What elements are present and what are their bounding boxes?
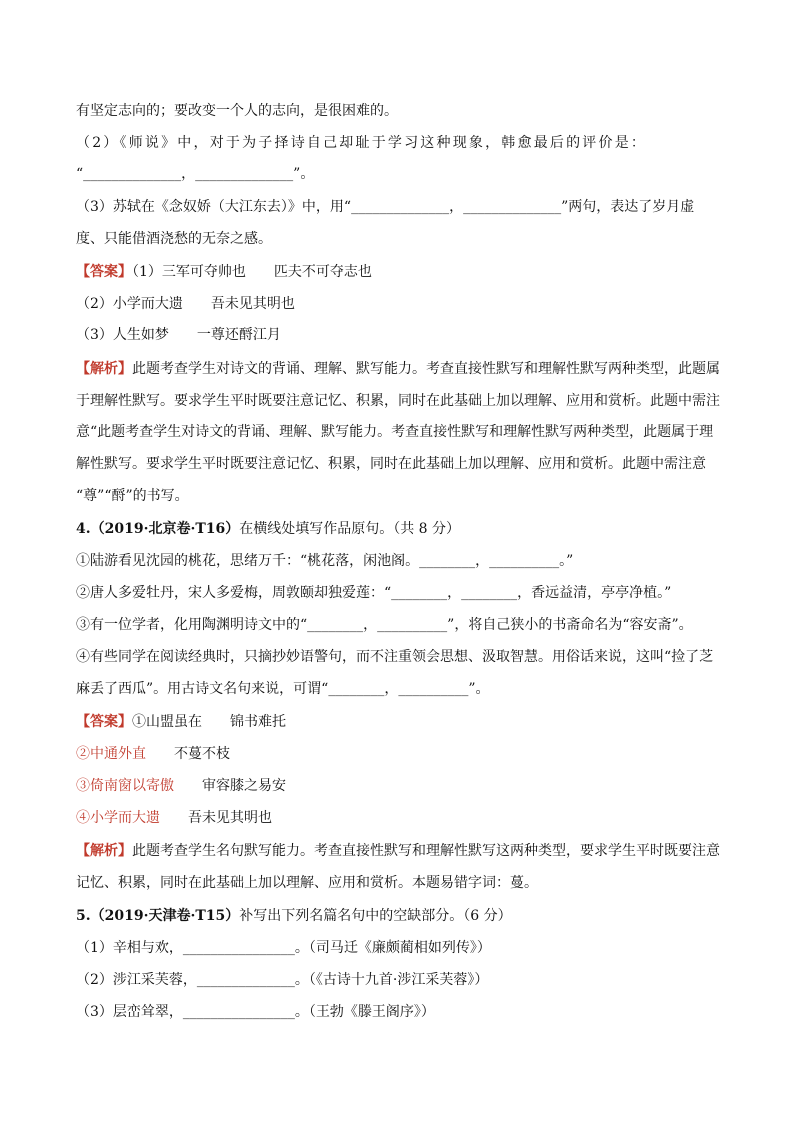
answer-text: （2）小学而大遗 [76, 296, 183, 312]
question-text: 度、只能借酒浇愁的无奈之感。 [76, 231, 272, 247]
answer-text: 匹夫不可夺志也 [273, 264, 372, 280]
answer-text: ④小学而大遗 [76, 810, 160, 826]
analysis-line [76, 359, 720, 379]
text-line [76, 583, 671, 603]
text-line [76, 647, 713, 667]
answer-text: 锦书难托 [230, 714, 286, 730]
question-item: ②唐人多爱牡丹，宋人多爱梅，周敦颐却独爱莲：“________，________，香远益清，亭亭净植。” [76, 585, 672, 601]
analysis-text: 于理解性默写。要求学生平时既要注意记忆、积累，同时在此基础上加以理解、应用和赏析。此题中需注 [76, 393, 720, 409]
answer-line [76, 294, 295, 314]
analysis-tag: 【解析】 [76, 361, 132, 377]
paragraph-text: 有坚定志向的；要改变一个人的志向，是很困难的。 [76, 103, 398, 119]
text-line [76, 229, 272, 249]
analysis-text: 记忆、积累，同时在此基础上加以理解、应用和赏析。本题易错字词：蔓。 [76, 875, 538, 891]
text-line [76, 551, 573, 571]
text-line [76, 101, 398, 121]
text-line [76, 164, 314, 184]
analysis-tag: 【解析】 [76, 843, 132, 859]
question-item: ④有些同学在阅读经典时，只摘抄妙语警句，而不注重领会思想、汲取智慧。用俗话来说，这叫“捡了芝 [76, 649, 714, 665]
question-item: （1）辛相与欢，________________。（司马迁《廉颇蔺相如列传》） [76, 940, 491, 956]
answer-text: 吾未见其明也 [210, 296, 295, 312]
text-line [76, 970, 488, 990]
analysis-line [76, 841, 720, 861]
analysis-line [76, 422, 713, 442]
answer-line [76, 262, 372, 282]
answer-text: （1）三军可夺帅也 [132, 264, 246, 280]
analysis-text: 此题考查学生对诗文的背诵、理解、默写能力。考查直接性默写和理解性默写两种类型，此题属 [132, 361, 720, 377]
question-text: 补写出下列名篇名句中的空缺部分。（6 分） [239, 908, 512, 924]
answer-text: 一尊还酹江月 [196, 327, 281, 343]
text-line [76, 679, 489, 699]
question-item: （2）涉江采芙蓉，______________。（《古诗十九首·涉江采芙蓉》） [76, 972, 489, 988]
answer-text: 不蔓不枝 [174, 746, 230, 762]
answer-line [76, 744, 230, 764]
analysis-line [76, 391, 720, 411]
analysis-line [76, 873, 538, 893]
analysis-text: 意“此题考查学生对诗文的背诵、理解、默写能力。考查直接性默写和理解性默写两种类型，此题属于理 [76, 424, 714, 440]
question-number: 4.（2019·北京卷·T16） [76, 521, 240, 537]
question-number: 5.（2019·天津卷·T15） [76, 908, 240, 924]
text-line [76, 1002, 435, 1022]
question-text: （3）苏轼在《念奴娇（大江东去）》中，用“______________，______________”两句，表达了岁月虚 [76, 199, 695, 215]
answer-text: ①山盟虽在 [132, 714, 202, 730]
answer-line [76, 712, 286, 732]
question-item: ③有一位学者，化用陶渊明诗文中的“________，__________”，将自己狭小的书斋命名为“容安斋”。 [76, 617, 693, 633]
answer-tag: 【答案】 [76, 714, 132, 730]
answer-text: （3）人生如梦 [76, 327, 169, 343]
analysis-text: 此题考查学生名句默写能力。考查直接性默写和理解性默写这两种类型，要求学生平时既要注意 [132, 843, 720, 859]
blank-line: “______________，______________”。 [76, 166, 315, 182]
text-line [76, 197, 694, 217]
question-text: （2）《师说》中，对于为子择诗自己却耻于学习这种现象，韩愈最后的评价是： [76, 135, 648, 151]
answer-line [76, 808, 272, 828]
question-heading [76, 906, 512, 926]
analysis-line [76, 454, 706, 474]
answer-line [76, 776, 286, 796]
answer-text: ②中通外直 [76, 746, 146, 762]
text-line [76, 938, 491, 958]
question-heading [76, 519, 460, 539]
question-text: 在横线处填写作品原句。（共 8 分） [239, 521, 461, 537]
answer-line [76, 325, 281, 345]
analysis-line [76, 486, 189, 506]
analysis-text: 解性默写。要求学生平时既要注意记忆、积累，同时在此基础上加以理解、应用和赏析。此题中需注意 [76, 456, 706, 472]
answer-text: 吾未见其明也 [188, 810, 272, 826]
answer-text: ③倚南窗以寄傲 [76, 778, 174, 794]
question-item: （3）层峦耸翠，________________。（王勃《滕王阁序》） [76, 1004, 435, 1020]
text-line [76, 133, 647, 153]
question-item: 麻丢了西瓜”。用古诗文名句来说，可谓“________，__________”。 [76, 681, 490, 697]
answer-tag: 【答案】 [76, 264, 132, 280]
text-line [76, 615, 693, 635]
answer-text: 审容膝之易安 [202, 778, 286, 794]
analysis-text: “尊”“酹”的书写。 [76, 488, 189, 504]
question-item: ①陆游看见沈园的桃花，思绪万千：“桃花落，闲池阁。________，__________。” [76, 553, 574, 569]
